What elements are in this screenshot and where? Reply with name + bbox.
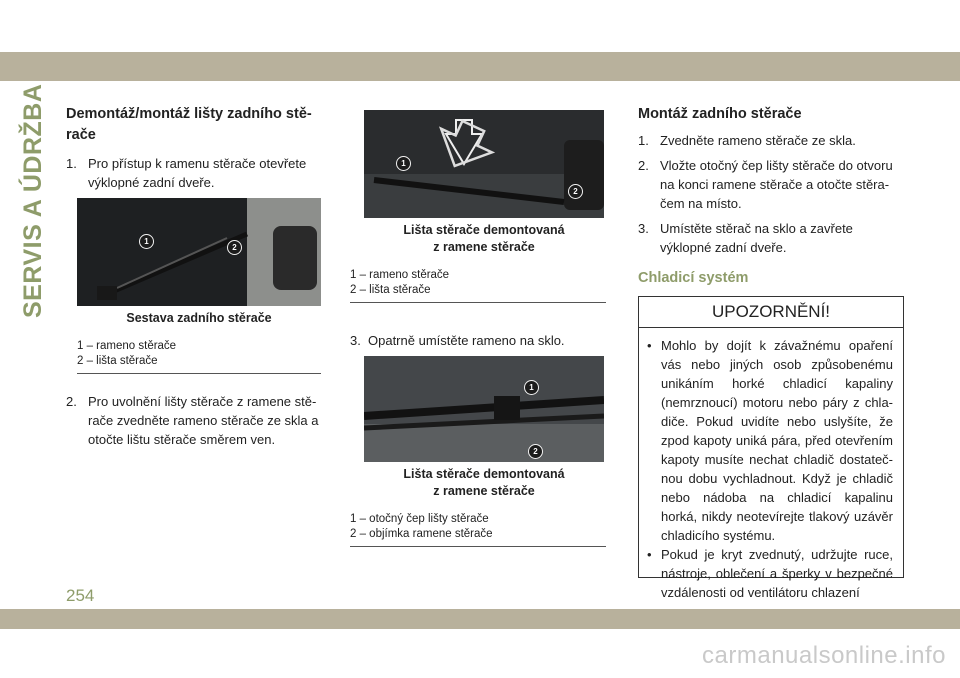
step-number: 3. xyxy=(350,333,361,348)
figure-title-line: Lišta stěrače demontovaná xyxy=(403,223,565,237)
figure-rear-wiper-assembly xyxy=(77,198,321,374)
step-2 xyxy=(66,392,334,449)
step-text: Vložte otočný čep lišty stěrače do otvoru na konci ramene stěrače a otočte stěra-čem na místo. xyxy=(660,158,893,211)
step-text: Opatrně umístěte rameno na sklo. xyxy=(368,333,565,348)
install-step-1 xyxy=(638,131,906,150)
callout-1: 1 xyxy=(139,234,154,249)
warning-bullet xyxy=(647,336,893,545)
wiper-assembly-photo xyxy=(77,198,321,306)
column-right xyxy=(638,104,906,288)
step-text: Umístěte stěrač na sklo a zavřete výklopné zadní dveře. xyxy=(660,221,853,255)
legend-item: 2 – objímka ramene stěrače xyxy=(350,528,493,540)
callout-2: 2 xyxy=(227,240,242,255)
wiper-drawing xyxy=(77,198,321,306)
warning-body xyxy=(639,328,903,602)
install-step-2 xyxy=(638,156,906,213)
figure-legend xyxy=(77,339,321,374)
legend-item: 1 – rameno stěrače xyxy=(77,340,177,352)
pivot-pin-drawing xyxy=(364,356,604,462)
step-number: 1. xyxy=(66,156,77,171)
step-3 xyxy=(350,331,606,350)
bullet-dot: • xyxy=(647,338,652,353)
warning-title: UPOZORNĚNÍ! xyxy=(639,297,903,328)
figure-title-line: Lišta stěrače demontovaná xyxy=(403,467,565,481)
figure-title-line: z ramene stěrače xyxy=(433,484,535,498)
step-number: 2. xyxy=(66,394,77,409)
callout-1: 1 xyxy=(396,156,411,171)
bullet-dot: • xyxy=(647,547,652,562)
column-left xyxy=(66,104,334,455)
blade-removed-photo xyxy=(364,110,604,218)
watermark: carmanualsonline.info xyxy=(702,642,946,669)
figure-legend xyxy=(350,512,606,547)
figure-blade-removed-1 xyxy=(364,110,604,256)
figure-title-line: z ramene stěrače xyxy=(433,240,535,254)
header-band xyxy=(0,52,960,81)
legend-item: 2 – lišta stěrače xyxy=(350,284,431,296)
install-step-3 xyxy=(638,219,906,257)
step-number: 2. xyxy=(638,158,649,173)
warning-box xyxy=(638,296,904,600)
legend-item: 1 – otočný čep lišty stěrače xyxy=(350,513,489,525)
figure-title: Sestava zadního stěrače xyxy=(126,311,272,325)
callout-2: 2 xyxy=(568,184,583,199)
callout-1: 1 xyxy=(524,380,539,395)
step-1 xyxy=(66,154,334,192)
section-subheading-cooling: Chladicí systém xyxy=(638,270,749,286)
figure-title xyxy=(364,466,604,500)
warning-bullet-text: Mohlo by dojít k závažnému opaření vás nebo jiných osob způsobenému unikáním horké chladicí kapaliny (nemrznoucí) motoru nebo páry z chla-diče. Pokud uvidíte nebo uslyšíte, že zpod kapoty uniká pára, před otevřením kapoty musíte nechat chladič dostateč-nou dobu vychladnout. Když je chladič nebo nádoba na chladicí kapalinu horká, nikdy neotevírejte tlakový uzávěr chladicího systému. xyxy=(661,338,893,543)
legend-item: 1 – rameno stěrače xyxy=(350,269,450,281)
section-side-label: SERVIS A ÚDRŽBA xyxy=(19,83,47,318)
section-heading-install: Montáž zadního stěrače xyxy=(638,106,802,122)
figure-title xyxy=(364,222,604,256)
step-number: 1. xyxy=(638,133,649,148)
callout-2: 2 xyxy=(528,444,543,459)
step-text: Pro uvolnění lišty stěrače z ramene stě-rače zvedněte rameno stěrače ze skla a otočte lištu stěrače směrem ven. xyxy=(88,394,319,447)
warning-bullet xyxy=(647,545,893,602)
step-text: Zvedněte rameno stěrače ze skla. xyxy=(660,133,856,148)
column-middle xyxy=(350,110,606,547)
step-text: Pro přístup k ramenu stěrače otevřete výklopné zadní dveře. xyxy=(88,156,307,190)
figure-legend xyxy=(350,268,606,303)
warning-bullet-text: Pokud je kryt zvednutý, udržujte ruce, nástroje, oblečení a šperky v bezpečné vzdálenosti od ventilátoru chlazení xyxy=(661,547,893,600)
footer-band xyxy=(0,609,960,629)
pivot-pin-photo xyxy=(364,356,604,462)
page-number: 254 xyxy=(66,586,95,605)
step-number: 3. xyxy=(638,221,649,236)
section-heading-wiper-blade: Demontáž/montáž lišty zadního stě-rače xyxy=(66,106,312,143)
legend-item: 2 – lišta stěrače xyxy=(77,355,158,367)
figure-blade-removed-2 xyxy=(364,356,604,500)
